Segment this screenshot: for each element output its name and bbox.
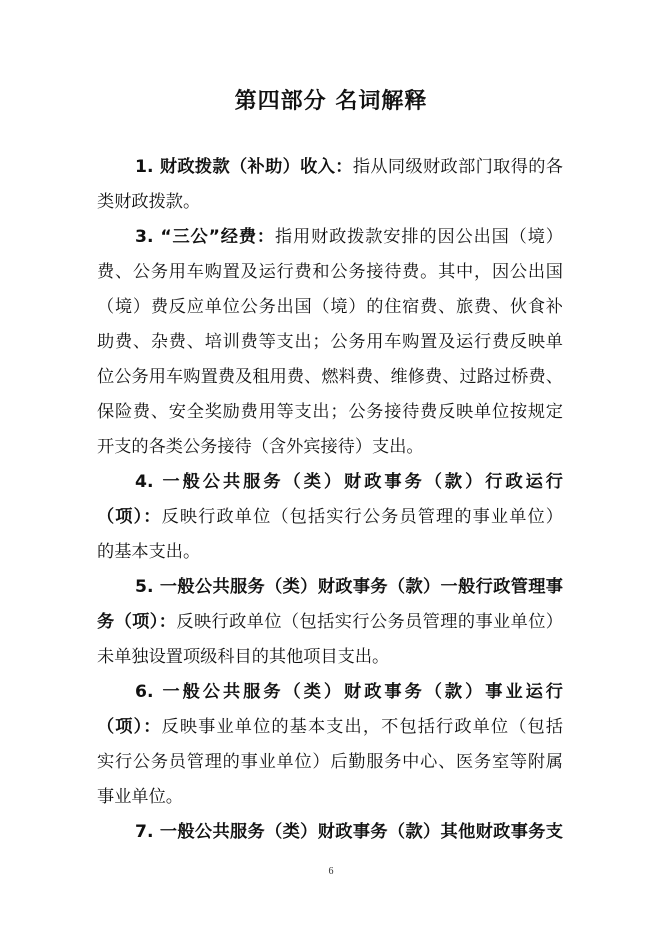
term-definition: 实行公务员管理的事业单位）后勤服务中心、医务室等附属 [97,752,563,772]
paragraph-7-line-1 [97,815,563,850]
paragraph-6-line-3 [97,745,563,780]
term-definition: 指用财政拨款安排的因公出国（境） [274,227,563,247]
term-definition: 反映事业单位的基本支出，不包括行政单位（包括 [161,717,563,737]
paragraph-4-line-1 [97,465,563,500]
term-heading: 7. 一般公共服务（类）财政事务（款）其他财政事务支 [135,822,563,842]
term-heading: （项）： [97,717,162,737]
term-definition: （境）费反应单位公务出国（境）的住宿费、旅费、伙食补 [97,297,563,317]
term-definition: 保险费、安全奖励费用等支出；公务接待费反映单位按规定 [97,402,563,422]
paragraph-1-line-2 [97,185,563,220]
page-title: 第四部分 名词解释 [234,89,428,114]
term-definition: 事业单位。 [97,787,183,807]
paragraph-6-line-4 [97,780,563,815]
paragraph-5-line-1 [97,570,563,605]
paragraph-5-line-2 [97,605,563,640]
term-heading: 6. 一般公共服务（类）财政事务（款）事业运行 [135,682,563,702]
term-heading: 4. 一般公共服务（类）财政事务（款）行政运行 [135,472,563,492]
paragraph-3-line-4 [97,325,563,360]
paragraph-6-line-2 [97,710,563,745]
term-definition: 开支的各类公务接待（含外宾接待）支出。 [97,437,424,457]
term-definition: 类财政拨款。 [97,192,201,212]
paragraph-3-line-2 [97,255,563,290]
term-heading: 5. 一般公共服务（类）财政事务（款）一般行政管理事 [135,577,563,597]
paragraph-3-line-5 [97,360,563,395]
term-definition: 反映行政单位（包括实行公务员管理的事业单位） [176,612,563,632]
paragraph-1-line-1 [97,150,563,185]
term-heading: 3. “三公”经费： [135,227,275,247]
term-heading: 1. 财政拨款（补助）收入： [135,157,353,177]
term-heading: 务（项）： [97,612,177,632]
paragraph-4-line-2 [97,500,563,535]
term-definition: 指从同级财政部门取得的各 [352,157,563,177]
document-body [97,150,563,850]
paragraph-3-line-1 [97,220,563,255]
paragraph-5-line-3 [97,640,563,675]
paragraph-3-line-3 [97,290,563,325]
term-definition: 费、公务用车购置及运行费和公务接待费。其中，因公出国 [97,262,563,282]
paragraph-6-line-1 [97,675,563,710]
term-definition: 的基本支出。 [97,542,201,562]
paragraph-3-line-6 [97,395,563,430]
paragraph-4-line-3 [97,535,563,570]
term-definition: 未单独设置项级科目的其他项目支出。 [97,647,390,667]
paragraph-3-line-7 [97,430,563,465]
term-heading: （项）： [97,507,162,527]
term-definition: 位公务用车购置费及租用费、燃料费、维修费、过路过桥费、 [97,367,563,387]
term-definition: 反映行政单位（包括实行公务员管理的事业单位） [161,507,563,527]
term-definition: 助费、杂费、培训费等支出；公务用车购置及运行费反映单 [97,332,563,352]
page-number: 6 [328,866,334,877]
